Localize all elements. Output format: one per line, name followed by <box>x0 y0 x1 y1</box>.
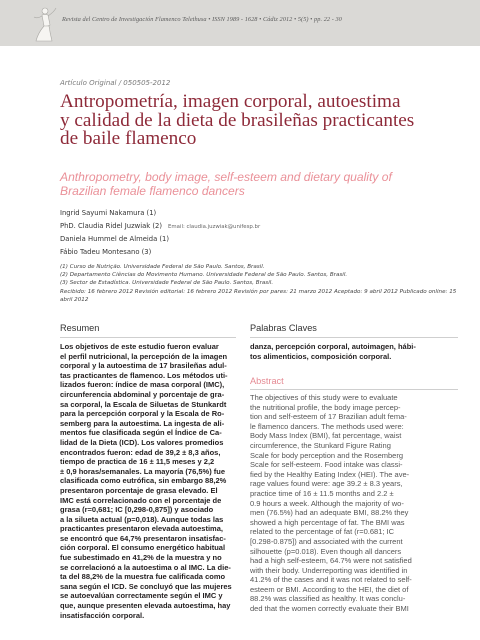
abstract-line: practice time of 16 ± 11.5 months and 2.2 ± <box>250 488 394 498</box>
resumen-line: clasificada como eutrófica, sin embargo 88,2% <box>60 476 227 486</box>
journal-citation-line: Revista del Centro de Investigación Flamenco Telethusa • ISSN 1989 - 1628 • Cádiz 2012 • 5(5) • pp. 22 - 30 <box>62 16 342 23</box>
resumen-line: presentaron porcentaje de grasa elevado. El <box>60 485 218 495</box>
abstract-line: The objectives of this study were to evaluate <box>250 393 398 402</box>
abstract-line: rage values found were: age 39.2 ± 8.3 years, <box>250 479 403 489</box>
resumen-line: el perfil nutricional, la percepción de la imagen <box>60 351 228 361</box>
abstract-line: Body Mass Index (BMI), fat percentage, waist <box>250 431 402 441</box>
author-name: PhD. Claudia Ridel Juzwiak (2) <box>60 222 162 230</box>
abstract-line: related to the percentage of fat (r=0.681; IC <box>250 527 395 537</box>
resumen-line: semberg para la autoestima. La ingesta de ali- <box>60 418 225 428</box>
author-email-link[interactable]: Email: claudia.juzwiak@unifesp.br <box>167 224 261 230</box>
abstract-line: esteem or BMI. According to the HEI, the diet of <box>250 584 409 594</box>
resumen-line: lizados fueron: índice de masa corporal (IMC), <box>60 380 225 390</box>
abstract-line: 88.2% was classified as healthy. It was conclu- <box>250 594 406 604</box>
keywords-divider <box>250 337 458 338</box>
title-english-line: Brazilian female flamenco dancers <box>60 184 245 199</box>
resumen-line: ción corporal. El consumo energético habitual <box>60 543 226 553</box>
keywords-line: tos alimenticios, composición corporal. <box>250 351 392 361</box>
resumen-line: a la silueta actual (p=0,018). Aunque todas las <box>60 514 224 524</box>
title-spanish-line: Antropometría, imagen corporal, autoestima <box>60 91 401 112</box>
abstract-text <box>250 393 458 614</box>
abstract-line: Scale for body perception and the Rosemberg <box>250 450 404 460</box>
resumen-line: corporal y la autoestima de 17 brasileñas adul- <box>60 361 227 371</box>
abstract-line: ded that the women correctly evaluate their BMI <box>250 604 409 614</box>
resumen-line: lidad de la Dieta (ICD). Los valores promedios <box>60 437 224 447</box>
resumen-line: se autoevalúan correctamente según el IMC y <box>60 591 223 601</box>
keywords-heading: Palabras Claves <box>250 323 317 333</box>
publication-dates-line: Recibido: 16 febrero 2012 Revisión editorial: 16 febrero 2012 Revisión por pares: 21 marzo 2012 Aceptado: 9 abril 2012 Publicado online: 15 <box>60 289 457 295</box>
affiliation: (2) Departamento Ciências do Movimento Humano. Universidade Federal de São Paulo. Santos, Brasil. <box>60 272 348 278</box>
resumen-line: IMC está correlacionado con el porcentaje de <box>60 495 222 505</box>
resumen-line: grasa (r=0,681; IC [0,298-0,875]) y asociado <box>60 505 214 515</box>
resumen-line: mentos fue clasificada según el Índice de Ca- <box>60 428 222 438</box>
resumen-line: se encontró que 64,7% presentaron insatisfac- <box>60 533 226 543</box>
title-english-line: Anthropometry, body image, self-esteem and dietary quality of <box>60 170 392 184</box>
dancer-logo-icon <box>30 5 58 43</box>
resumen-line: Los objetivos de este estudio fueron evaluar <box>60 342 219 351</box>
affiliation: (3) Sector de Estadística. Universidade Federal de São Paulo. Santos, Brasil. <box>60 280 274 286</box>
abstract-line: silhouette (p=0.018). Even though all dancers <box>250 546 402 556</box>
abstract-line: circumference, the Stunkard Figure Rating <box>250 440 391 450</box>
resumen-line: insatisfacción corporal. <box>60 610 145 620</box>
abstract-line: Scale for self-esteem. Food intake was classi- <box>250 460 403 470</box>
author-name: Daniela Hummel de Almeida (1) <box>60 235 170 243</box>
resumen-line: tiempo de practica de 16 ± 11,5 meses y 2,2 <box>60 457 215 467</box>
title-spanish <box>60 93 470 149</box>
abstract-line: fied by the Healthy Eating Index (HEI). The ave- <box>250 469 410 479</box>
resumen-line: tas practicantes de flamenco. Los métodos uti- <box>60 370 228 380</box>
abstract-line: the nutritional profile, the body image percep- <box>250 402 401 412</box>
author-entry <box>60 222 260 230</box>
resumen-line: ± 0,9 horas/semanales. La mayoría (76,5%) fue <box>60 466 226 476</box>
abstract-line: with their body. Underreporting was identified in <box>250 565 408 575</box>
resumen-line: fue subestimado en 41,2% de la muestra y no <box>60 553 222 563</box>
resumen-line: circunferencia abdominal y porcentaje de gra- <box>60 389 225 399</box>
article-type: Artículo Original / 050505-2012 <box>60 79 171 87</box>
resumen-line: practicantes presentaron elevada autoestima, <box>60 524 223 534</box>
affiliation: (1) Curso de Nutrição. Universidade Federal de São Paulo. Santos, Brasil. <box>60 264 265 270</box>
abstract-line: showed a high percentage of fat. The BMI was <box>250 517 405 527</box>
publication-dates <box>60 288 470 304</box>
publication-dates-line: abril 2012 <box>60 297 89 303</box>
abstract-line: men (76.5%) had an adequate BMI, 88.2% they <box>250 508 409 518</box>
author-name: Fábio Tadeu Montesano (3) <box>60 248 152 256</box>
abstract-line: tion and self-esteem of 17 Brazilian adult fema- <box>250 412 407 422</box>
abstract-line: 0.9 hours a week. Although the majority of wo- <box>250 498 404 508</box>
resumen-line: se correlacionó a la autoestima o al IMC. La die- <box>60 562 231 572</box>
resumen-line: que, aunque presenten elevada autoestima, hay <box>60 601 231 611</box>
abstract-line: [0.298-0.875]) and associated with the current <box>250 536 403 546</box>
resumen-line: para la percepción corporal y la Escala de Ro- <box>60 409 225 419</box>
resumen-line: ta del 88,2% de la muestra fue calificada como <box>60 572 226 582</box>
keywords-line: danza, percepción corporal, autoimagen, hábi- <box>250 342 416 351</box>
abstract-heading: Abstract <box>250 376 284 386</box>
abstract-line: 41.2% of the cases and it was not related to self- <box>250 575 412 585</box>
author-name: Ingrid Sayumi Nakamura (1) <box>60 209 157 217</box>
title-spanish-line: de baile flamenco <box>60 128 197 150</box>
title-spanish-line: y calidad de la dieta de brasileñas practicantes <box>60 109 415 131</box>
abstract-line: le flamenco dancers. The methods used were: <box>250 421 404 431</box>
keywords-text <box>250 342 458 361</box>
abstract-divider <box>250 389 458 390</box>
journal-header-bar <box>0 0 480 46</box>
resumen-divider <box>60 337 236 338</box>
resumen-line: sana según el ICD. Se concluyó que las mujeres <box>60 581 232 591</box>
title-english <box>60 170 470 199</box>
resumen-line: encontrados fueron: edad de 39,2 ± 8,3 años, <box>60 447 221 457</box>
abstract-line: had a high self-esteem, 64.7% were not satisfied <box>250 556 412 566</box>
resumen-heading: Resumen <box>60 323 100 333</box>
resumen-line: sa corporal, la Escala de Siluetas de Stunkardt <box>60 399 227 409</box>
resumen-text <box>60 342 236 620</box>
